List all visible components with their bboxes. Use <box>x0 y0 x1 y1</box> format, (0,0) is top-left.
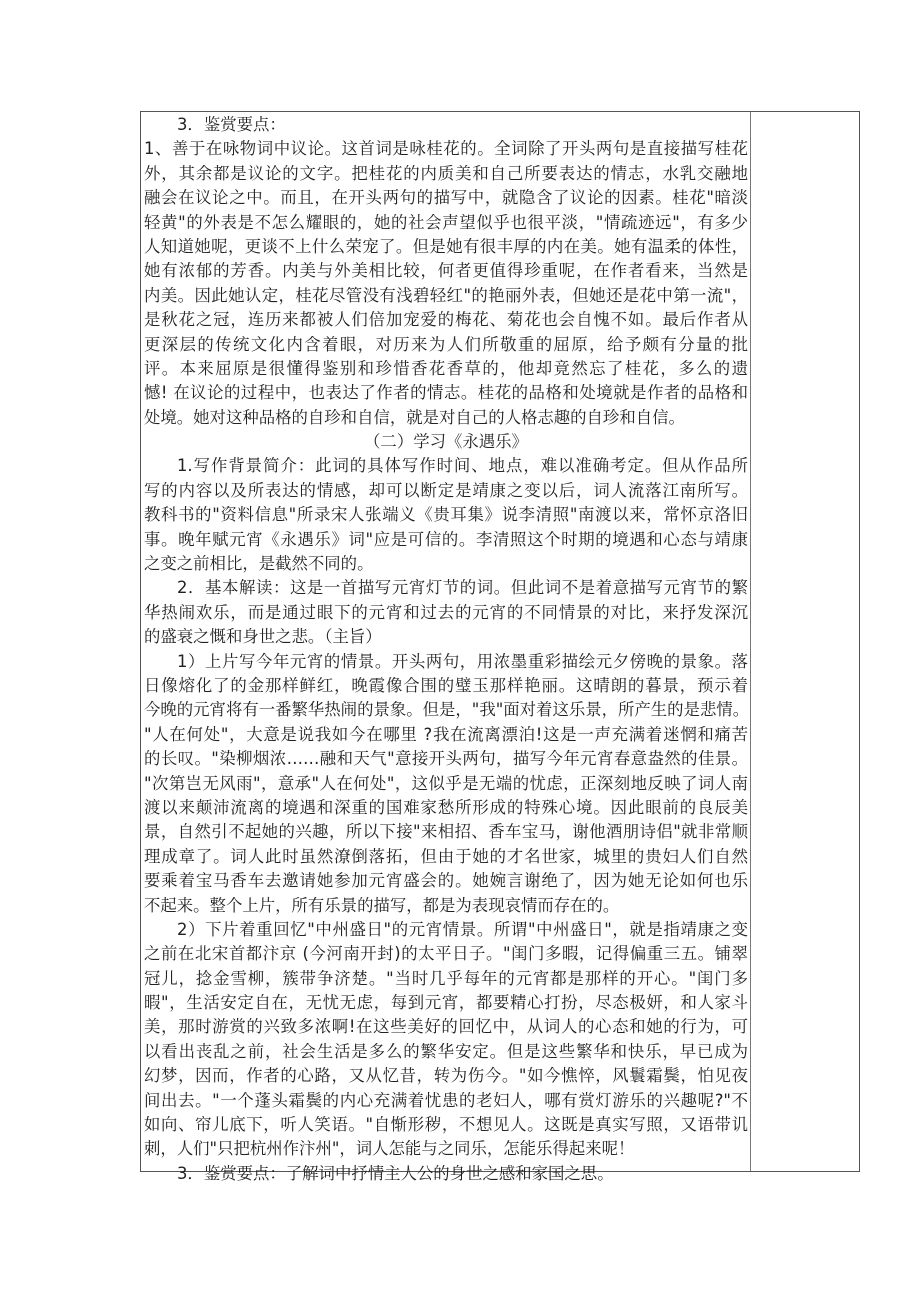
text-line: 轻黄"的外表是不怎么耀眼的，她的社会声望似乎也很平淡，"情疏迹远"，有多少 <box>144 212 748 232</box>
paragraph <box>144 918 748 1162</box>
text-line: 渡以来颠沛流离的境遇和深重的国难家愁所形成的特殊心境。因此眼前的良辰美 <box>144 797 748 817</box>
text-line: "人在何处"，大意是说我如今在哪里 ?我在流离漂泊!这是一声充满着迷惘和痛苦 <box>144 724 748 744</box>
text-line: 美，那时游赏的兴致多浓啊!在这些美好的回忆中，从词人的心态和她的行为，可 <box>144 1017 748 1037</box>
text-line: 2）下片着重回忆"中州盛日"的元宵情景。所谓"中州盛日"，就是指靖康之变 <box>177 919 748 939</box>
text-line: 不起来。整个上片，所有乐景的描写，都是为表现哀情而存在的。 <box>144 895 620 915</box>
content-table <box>140 111 860 1183</box>
text-line: 1）上片写今年元宵的情景。开头两句，用浓墨重彩描绘元夕傍晚的景象。落 <box>177 651 748 671</box>
text-line: 更深层的传统文化内含着眼，对历来为人们所敬重的屈原，给予颇有分量的批 <box>144 334 748 354</box>
text-line: 间出去。"一个蓬头霜鬓的内心充满着忧患的老妇人，哪有赏灯游乐的兴趣呢?"不 <box>144 1090 748 1110</box>
paragraph <box>144 650 748 918</box>
text-line: 今晚的元宵将有一番繁华热闹的景象。但是，"我"面对着这乐景，所产生的是悲情。 <box>144 700 750 720</box>
text-line: 要乘着宝马香车去邀请她参加元宵盛会的。她婉言谢绝了，因为她无论如何也乐 <box>144 871 748 891</box>
text-line: 外，其余都是议论的文字。把桂花的内质美和自己所要表达的情志，水乳交融地 <box>144 163 748 183</box>
text-line: 教科书的"资料信息"所录宋人张端义《贵耳集》说李清照"南渡以来，常怀京洛旧 <box>144 505 748 525</box>
paragraph <box>144 137 748 430</box>
text-line: 冠儿，捻金雪柳，簇带争济楚。"当时几乎每年的元宵都是那样的开心。"闺门多 <box>144 968 748 988</box>
text-line: 的盛衰之慨和身世之悲。（主旨） <box>144 627 382 647</box>
main-cell <box>144 113 748 1186</box>
text-line: 写的内容以及所表达的情感，却可以断定是靖康之变以后，词人流落江南所写。 <box>144 480 748 500</box>
text-line: （二）学习《永遇乐》 <box>364 432 528 452</box>
text-line: 日像熔化了的金那样鲜红，晚霞像合围的璧玉那样艳丽。这晴朗的暮景，预示着 <box>144 675 748 695</box>
text-line: 评。本来屈原是很懂得鉴别和珍惜香花香草的，他却竟然忘了桂花，多么的遗 <box>144 358 748 378</box>
text-line: 如向、帘儿底下，听人笑语。"自惭形秽，不想见人。这既是真实写照，又语带讥 <box>144 1115 748 1135</box>
text-line: 她有浓郁的芳香。内美与外美相比较，何者更值得珍重呢，在作者看来，当然是 <box>144 261 748 281</box>
text-line: 之前在北宋首都汴京 (今河南开封)的太平日子。"闺门多暇，记得偏重三五。铺翠 <box>144 944 748 964</box>
paragraph <box>144 576 748 649</box>
text-line: 理成章了。词人此时虽然潦倒落拓，但由于她的才名世家，城里的贵妇人们自然 <box>144 846 748 866</box>
paragraph <box>144 1162 748 1186</box>
text-line: 处境。她对这种品格的自珍和自信，就是对自己的人格志趣的自珍和自信。 <box>144 407 685 427</box>
text-line: 事。晚年赋元宵《永遇乐》词"应是可信的。李清照这个时期的境遇和心态与靖康 <box>144 529 748 549</box>
text-line: 2．基本解读：这是一首描写元宵灯节的词。但此词不是着意描写元宵节的繁 <box>177 578 748 598</box>
text-line: 1、善于在咏物词中议论。这首词是咏桂花的。全词除了开头两句是直接描写桂花 <box>144 139 748 159</box>
paragraph <box>144 454 748 576</box>
section-heading <box>144 430 748 454</box>
text-line: 是秋花之冠，连历来都被人们倍加宠爱的梅花、菊花也会自愧不如。最后作者从 <box>144 310 748 330</box>
text-line: 幻梦，因而，作者的心路，又从忆昔，转为伤今。"如今憔悴，风鬟霜鬓，怕见夜 <box>144 1066 748 1086</box>
text-line: 1.写作背景简介：此词的具体写作时间、地点，难以准确考定。但从作品所 <box>177 456 748 476</box>
text-line: "次第岂无风雨"，意承"人在何处"，这似乎是无端的忧虑，正深刻地反映了词人南 <box>144 773 748 793</box>
text-line: 3．鉴赏要点： <box>177 115 286 134</box>
text-line: 暇"，生活安定自在，无忧无虑，每到元宵，都要精心打扮，尽态极妍，和人家斗 <box>144 993 748 1013</box>
text-line: 刺，人们"只把杭州作汴州"，词人怎能与之同乐，怎能乐得起来呢！ <box>144 1139 635 1159</box>
text-line: 人知道她呢，更谈不上什么荣宠了。但是她有很丰厚的内在美。她有温柔的体性， <box>144 236 748 256</box>
text-line: 的长叹。"染柳烟浓……融和天气"意接开头两句，描写今年元宵春意盎然的佳景。 <box>144 749 748 769</box>
paragraph <box>144 113 748 137</box>
text-line: 之变之前相比，是截然不同的。 <box>144 554 374 574</box>
text-line: 华热闹欢乐，而是通过眼下的元宵和过去的元宵的不同情景的对比，来抒发深沉 <box>144 602 748 622</box>
text-line: 景，自然引不起她的兴趣，所以下接"来相招、香车宝马，谢他酒朋诗侣"就非常顺 <box>144 822 748 842</box>
text-line: 3．鉴赏要点：了解词中抒情主人公的身世之感和家国之思。 <box>177 1163 614 1183</box>
text-line: 憾! 在议论的过程中，也表达了作者的情志。桂花的品格和处境就是作者的品格和 <box>144 383 748 403</box>
text-line: 内美。因此她认定，桂花尽管没有浅碧轻红"的艳丽外表，但她还是花中第一流"， <box>144 285 748 305</box>
column-divider <box>750 112 751 1171</box>
text-line: 以看出丧乱之前，社会生活是多么的繁华安定。但是这些繁华和快乐，早已成为 <box>144 1041 748 1061</box>
text-line: 融会在议论之中。而且，在开头两句的描写中，就隐含了议论的因素。桂花"暗淡 <box>144 188 748 208</box>
